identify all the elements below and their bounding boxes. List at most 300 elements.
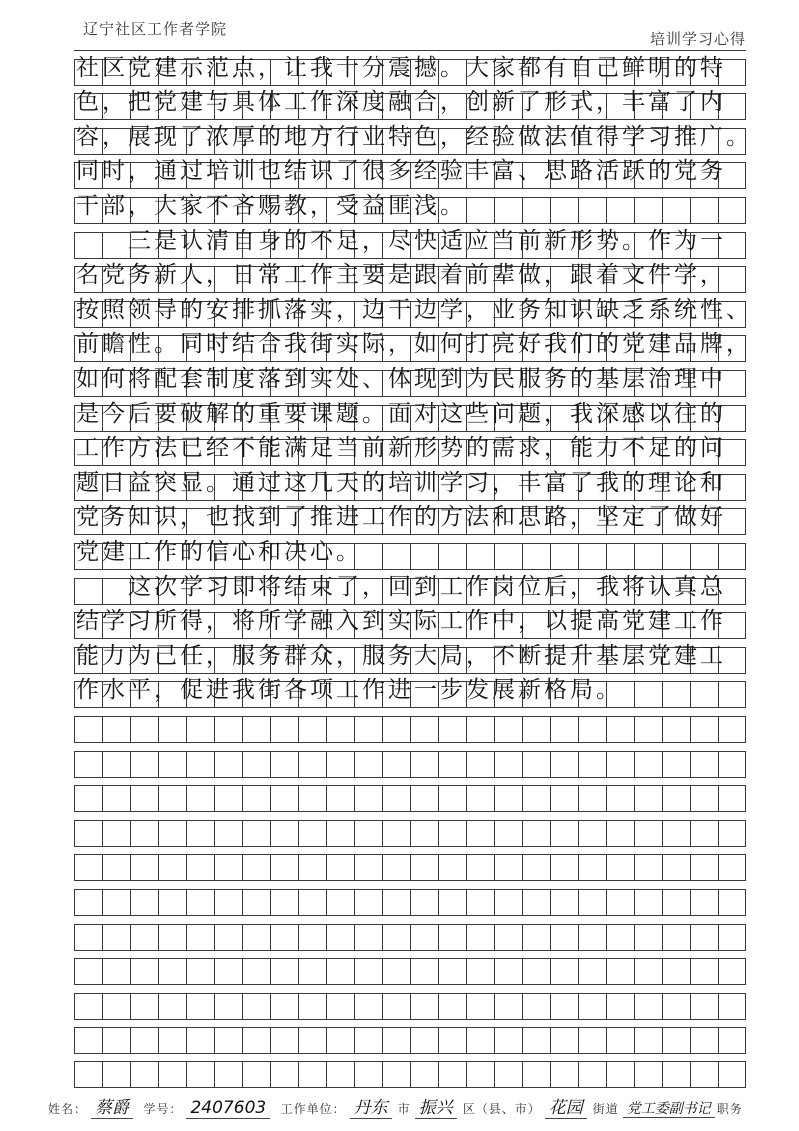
grid-cell xyxy=(382,889,410,915)
grid-cell xyxy=(158,716,186,742)
grid-cell xyxy=(606,716,634,742)
grid-cell xyxy=(522,751,550,777)
grid-row xyxy=(74,604,746,639)
grid-row xyxy=(74,1053,746,1088)
grid-cell xyxy=(466,1061,494,1087)
grid-cell xyxy=(494,785,522,811)
grid-cells xyxy=(74,751,746,777)
grid-row xyxy=(74,119,752,154)
grid-cell xyxy=(466,716,494,742)
grid-cell xyxy=(130,716,158,742)
grid-cell xyxy=(382,1061,410,1087)
grid-cell xyxy=(690,993,718,1019)
grid-cell xyxy=(186,716,214,742)
grid-cell xyxy=(662,785,690,811)
grid-cell xyxy=(690,751,718,777)
grid-cell xyxy=(522,924,550,950)
grid-cell xyxy=(158,993,186,1019)
grid-cell xyxy=(74,924,102,950)
grid-cell xyxy=(634,785,662,811)
grid-cells xyxy=(74,1061,746,1087)
grid-cell xyxy=(550,958,578,984)
grid-row xyxy=(74,984,746,1019)
grid-cell xyxy=(522,854,550,880)
grid-cell xyxy=(606,924,634,950)
city-value: 丹东 xyxy=(350,1098,392,1119)
grid-cell xyxy=(382,820,410,846)
grid-cell xyxy=(690,820,718,846)
grid-row xyxy=(74,327,752,362)
grid-cell xyxy=(102,785,130,811)
handwritten-line: 题日益突显。通过这几天的培训学习，丰富了我的理论和 xyxy=(76,469,726,496)
grid-cell xyxy=(522,993,550,1019)
grid-cells xyxy=(74,716,746,742)
grid-cell xyxy=(74,785,102,811)
grid-cell xyxy=(522,785,550,811)
grid-cell xyxy=(186,820,214,846)
grid-cell xyxy=(438,1027,466,1053)
grid-cells xyxy=(74,785,746,811)
grid-row xyxy=(74,1019,746,1054)
grid-cell xyxy=(158,785,186,811)
grid-cell xyxy=(242,854,270,880)
grid-cell xyxy=(74,1027,102,1053)
grid-cell xyxy=(718,854,746,880)
grid-cell xyxy=(634,854,662,880)
grid-cell xyxy=(522,889,550,915)
grid-cell xyxy=(130,854,158,880)
grid-cell xyxy=(466,889,494,915)
grid-cells xyxy=(74,993,746,1019)
handwritten-line: 容，展现了浓厚的地方行业特色，经验做法值得学习推广。 xyxy=(76,123,752,150)
grid-cell xyxy=(690,924,718,950)
grid-row xyxy=(74,85,746,120)
grid-cell xyxy=(494,1027,522,1053)
grid-cell xyxy=(158,1061,186,1087)
grid-cell xyxy=(606,958,634,984)
grid-cell xyxy=(382,924,410,950)
grid-cell xyxy=(550,716,578,742)
grid-cell xyxy=(214,716,242,742)
grid-row xyxy=(74,707,746,742)
grid-cell xyxy=(102,716,130,742)
grid-cell xyxy=(690,1027,718,1053)
header-college-name: 辽宁社区工作者学院 xyxy=(83,20,228,38)
grid-cell xyxy=(718,993,746,1019)
grid-cell xyxy=(578,889,606,915)
handwritten-line: 干部，大家不吝赐教，受益匪浅。 xyxy=(76,192,466,219)
grid-row xyxy=(74,154,746,189)
grid-cell xyxy=(634,889,662,915)
grid-cell xyxy=(242,993,270,1019)
grid-cell xyxy=(298,716,326,742)
grid-cell xyxy=(494,993,522,1019)
grid-cell xyxy=(438,958,466,984)
grid-cell xyxy=(242,785,270,811)
grid-cell xyxy=(270,854,298,880)
grid-cell xyxy=(410,958,438,984)
grid-cell xyxy=(326,820,354,846)
grid-cell xyxy=(718,924,746,950)
grid-cell xyxy=(494,889,522,915)
grid-row xyxy=(74,258,746,293)
grid-cell xyxy=(410,751,438,777)
grid-cell xyxy=(522,820,550,846)
grid-cell xyxy=(578,854,606,880)
grid-row xyxy=(74,950,746,985)
grid-cell xyxy=(354,924,382,950)
grid-cell xyxy=(410,716,438,742)
grid-cell xyxy=(270,924,298,950)
grid-cell xyxy=(298,924,326,950)
grid-row xyxy=(74,431,746,466)
grid-cell xyxy=(242,820,270,846)
position-value: 党工委副书记 xyxy=(623,1101,715,1118)
grid-cell xyxy=(438,924,466,950)
handwritten-line: 是今后要破解的重要课题。面对这些问题，我深感以往的 xyxy=(76,400,726,427)
handwritten-line: 按照领导的安排抓落实，边干边学，业务知识缺乏系统性、 xyxy=(76,296,752,323)
grid-cell xyxy=(270,716,298,742)
grid-cells xyxy=(74,889,746,915)
grid-cell xyxy=(102,1061,130,1087)
grid-cell xyxy=(326,751,354,777)
grid-cell xyxy=(438,1061,466,1087)
grid-cell xyxy=(410,820,438,846)
grid-cell xyxy=(214,958,242,984)
grid-cell xyxy=(214,993,242,1019)
grid-cell xyxy=(242,716,270,742)
grid-cell xyxy=(130,889,158,915)
grid-cells xyxy=(74,958,746,984)
grid-cell xyxy=(634,1027,662,1053)
grid-cell xyxy=(494,716,522,742)
grid-cell xyxy=(74,854,102,880)
grid-cell xyxy=(102,854,130,880)
grid-cell xyxy=(354,751,382,777)
grid-cell xyxy=(102,993,130,1019)
grid-cell xyxy=(606,889,634,915)
grid-cell xyxy=(102,958,130,984)
grid-cell xyxy=(438,785,466,811)
grid-row xyxy=(74,638,746,673)
grid-cell xyxy=(270,889,298,915)
grid-cell xyxy=(690,785,718,811)
handwritten-line: 作水平，促进我街各项工作进一步发展新格局。 xyxy=(76,677,622,704)
grid-cell xyxy=(662,1061,690,1087)
grid-cell xyxy=(102,889,130,915)
grid-cell xyxy=(242,889,270,915)
grid-cell xyxy=(662,854,690,880)
writing-grid xyxy=(74,50,752,1090)
grid-cell xyxy=(326,924,354,950)
grid-row xyxy=(74,500,746,535)
grid-cell xyxy=(550,1027,578,1053)
grid-cell xyxy=(466,958,494,984)
grid-row xyxy=(74,534,746,569)
grid-cell xyxy=(74,716,102,742)
grid-cell xyxy=(662,751,690,777)
grid-cell xyxy=(578,820,606,846)
grid-cell xyxy=(158,889,186,915)
grid-cell xyxy=(354,854,382,880)
grid-cell xyxy=(130,993,158,1019)
grid-cell xyxy=(410,785,438,811)
grid-cell xyxy=(494,751,522,777)
grid-cell xyxy=(74,993,102,1019)
grid-row xyxy=(74,880,746,915)
grid-cell xyxy=(214,924,242,950)
header-doc-title: 培训学习心得 xyxy=(649,30,746,48)
grid-cell xyxy=(494,1061,522,1087)
handwritten-line: 色，把党建与具体工作深度融合，创新了形式，丰富了内 xyxy=(76,89,726,116)
handwritten-line: 能力为己任，服务群众，服务大局，不断提升基层党建工 xyxy=(76,642,726,669)
grid-cell xyxy=(634,993,662,1019)
grid-cell xyxy=(326,1027,354,1053)
grid-row xyxy=(74,915,746,950)
grid-cell xyxy=(662,716,690,742)
grid-cell xyxy=(634,820,662,846)
grid-cell xyxy=(130,1061,158,1087)
grid-cell xyxy=(102,924,130,950)
grid-cell xyxy=(494,854,522,880)
grid-cell xyxy=(550,1061,578,1087)
grid-cell xyxy=(214,751,242,777)
grid-cell xyxy=(326,889,354,915)
grid-cell xyxy=(186,993,214,1019)
grid-cell xyxy=(354,785,382,811)
grid-cell xyxy=(298,1061,326,1087)
handwritten-line: 名党务新人，日常工作主要是跟着前辈做，跟着文件学， xyxy=(76,262,726,289)
grid-cell xyxy=(438,993,466,1019)
handwritten-line: 如何将配套制度落到实处、体现到为民服务的基层治理中 xyxy=(76,365,726,392)
grid-cell xyxy=(298,854,326,880)
grid-cell xyxy=(690,716,718,742)
grid-cell xyxy=(354,820,382,846)
grid-cell xyxy=(466,820,494,846)
grid-cell xyxy=(438,820,466,846)
grid-row xyxy=(74,846,746,881)
grid-cells xyxy=(74,820,746,846)
grid-cell xyxy=(74,958,102,984)
grid-cell xyxy=(662,820,690,846)
handwritten-line: 三是认清自身的不足，尽快适应当前新形势。作为一 xyxy=(76,227,726,254)
grid-cell xyxy=(214,820,242,846)
grid-cell xyxy=(298,751,326,777)
grid-cells xyxy=(74,1027,746,1053)
grid-cell xyxy=(438,751,466,777)
grid-cell xyxy=(662,924,690,950)
grid-cell xyxy=(522,716,550,742)
grid-cell xyxy=(718,1061,746,1087)
grid-row xyxy=(74,223,746,258)
grid-cell xyxy=(466,785,494,811)
city-label: 市 xyxy=(397,1102,411,1116)
grid-cell xyxy=(634,958,662,984)
grid-cell xyxy=(634,1061,662,1087)
grid-cell xyxy=(578,751,606,777)
grid-cell xyxy=(326,1061,354,1087)
grid-cell xyxy=(270,751,298,777)
grid-cell xyxy=(354,993,382,1019)
grid-cell xyxy=(382,854,410,880)
grid-cell xyxy=(466,751,494,777)
grid-cell xyxy=(690,854,718,880)
grid-cell xyxy=(410,889,438,915)
grid-cells xyxy=(74,854,746,880)
grid-cell xyxy=(606,1061,634,1087)
grid-cell xyxy=(130,924,158,950)
grid-cell xyxy=(382,958,410,984)
grid-cell xyxy=(578,924,606,950)
grid-cell xyxy=(214,1027,242,1053)
student-id-label: 学号： xyxy=(143,1102,183,1116)
grid-cell xyxy=(298,993,326,1019)
grid-cell xyxy=(354,1061,382,1087)
grid-cell xyxy=(186,1027,214,1053)
grid-cell xyxy=(298,820,326,846)
grid-cell xyxy=(578,1027,606,1053)
grid-row xyxy=(74,569,746,604)
grid-cell xyxy=(270,1061,298,1087)
district-value: 振兴 xyxy=(415,1098,457,1119)
grid-cell xyxy=(158,1027,186,1053)
grid-cell xyxy=(438,889,466,915)
grid-cell xyxy=(186,785,214,811)
grid-cell xyxy=(242,1061,270,1087)
grid-cell xyxy=(298,958,326,984)
grid-cell xyxy=(354,716,382,742)
grid-cell xyxy=(158,751,186,777)
grid-cell xyxy=(410,854,438,880)
grid-cell xyxy=(522,1027,550,1053)
grid-cell xyxy=(690,889,718,915)
grid-cell xyxy=(186,889,214,915)
grid-cell xyxy=(130,1027,158,1053)
grid-cell xyxy=(718,751,746,777)
grid-cell xyxy=(410,1027,438,1053)
grid-cell xyxy=(186,854,214,880)
grid-cell xyxy=(606,785,634,811)
grid-cell xyxy=(382,751,410,777)
grid-cell xyxy=(326,993,354,1019)
grid-cell xyxy=(718,785,746,811)
grid-row xyxy=(74,292,752,327)
grid-cell xyxy=(606,820,634,846)
grid-cell xyxy=(494,924,522,950)
name-value: 蔡爵 xyxy=(91,1098,133,1119)
grid-cell xyxy=(242,924,270,950)
street-label: 街道 xyxy=(592,1102,619,1116)
grid-cell xyxy=(550,889,578,915)
grid-cell xyxy=(130,751,158,777)
grid-cell xyxy=(354,958,382,984)
grid-cell xyxy=(270,785,298,811)
grid-cell xyxy=(74,1061,102,1087)
grid-cell xyxy=(354,1027,382,1053)
grid-cell xyxy=(718,889,746,915)
grid-cell xyxy=(606,993,634,1019)
grid-cell xyxy=(662,1027,690,1053)
grid-cell xyxy=(466,924,494,950)
grid-cell xyxy=(410,1061,438,1087)
grid-cell xyxy=(186,958,214,984)
grid-cell xyxy=(466,1027,494,1053)
grid-cell xyxy=(466,993,494,1019)
grid-cell xyxy=(466,854,494,880)
grid-cell xyxy=(326,958,354,984)
grid-cell xyxy=(410,993,438,1019)
grid-cell xyxy=(662,993,690,1019)
grid-cell xyxy=(270,820,298,846)
grid-cell xyxy=(494,958,522,984)
grid-row xyxy=(74,673,746,708)
grid-cell xyxy=(102,1027,130,1053)
footer-info xyxy=(48,1093,743,1118)
grid-cell xyxy=(326,854,354,880)
grid-cell xyxy=(186,751,214,777)
grid-cell xyxy=(74,889,102,915)
grid-cell xyxy=(382,785,410,811)
grid-cell xyxy=(382,993,410,1019)
grid-cell xyxy=(550,785,578,811)
grid-cell xyxy=(102,751,130,777)
grid-cell xyxy=(438,716,466,742)
grid-row xyxy=(74,777,746,812)
district-label: 区（县、市） xyxy=(462,1102,541,1116)
grid-row xyxy=(74,742,746,777)
handwritten-line: 党建工作的信心和决心。 xyxy=(76,538,362,565)
grid-row xyxy=(74,465,746,500)
grid-cell xyxy=(270,993,298,1019)
grid-row xyxy=(74,811,746,846)
grid-cell xyxy=(298,1027,326,1053)
grid-cell xyxy=(130,820,158,846)
name-label: 姓名： xyxy=(48,1102,88,1116)
grid-cell xyxy=(298,889,326,915)
student-id-value: 2407603 xyxy=(186,1098,270,1119)
grid-cell xyxy=(214,889,242,915)
grid-cell xyxy=(354,889,382,915)
handwritten-line: 结学习所得，将所学融入到实际工作中，以提高党建工作 xyxy=(76,608,726,635)
grid-cell xyxy=(186,924,214,950)
grid-cell xyxy=(270,1027,298,1053)
position-label: 职务 xyxy=(716,1102,743,1116)
grid-cell xyxy=(550,993,578,1019)
handwritten-line: 这次学习即将结束了，回到工作岗位后，我将认真总 xyxy=(76,573,726,600)
grid-cell xyxy=(158,924,186,950)
grid-cell xyxy=(550,820,578,846)
grid-cell xyxy=(634,716,662,742)
grid-cell xyxy=(242,958,270,984)
grid-cell xyxy=(578,785,606,811)
grid-cell xyxy=(298,785,326,811)
grid-cell xyxy=(662,958,690,984)
grid-cell xyxy=(522,1061,550,1087)
grid-cell xyxy=(578,958,606,984)
grid-cell xyxy=(718,820,746,846)
grid-cell xyxy=(634,751,662,777)
grid-cell xyxy=(690,958,718,984)
grid-cell xyxy=(606,751,634,777)
grid-cell xyxy=(662,889,690,915)
handwritten-line: 党务知识，也找到了推进工作的方法和思路，坚定了做好 xyxy=(76,504,726,531)
handwritten-line: 社区党建示范点，让我十分震撼。大家都有自己鲜明的特 xyxy=(76,54,726,81)
grid-cell xyxy=(382,1027,410,1053)
grid-cell xyxy=(158,958,186,984)
grid-cell xyxy=(130,958,158,984)
grid-row xyxy=(74,361,746,396)
grid-cell xyxy=(578,716,606,742)
